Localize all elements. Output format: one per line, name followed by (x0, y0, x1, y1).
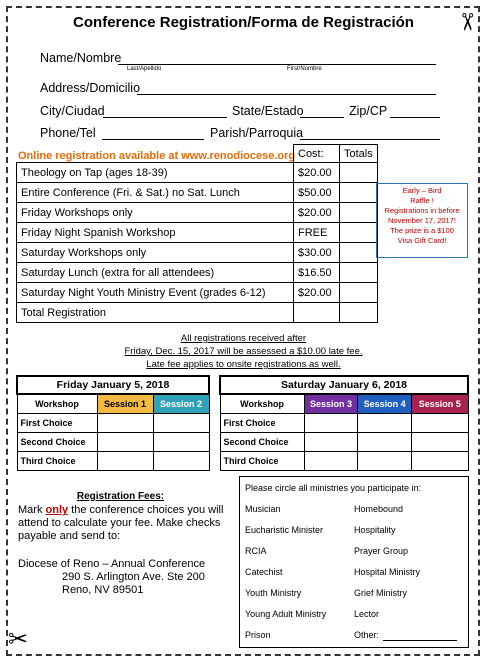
fees-header-blank (17, 145, 294, 163)
fee-name: Friday Night Spanish Workshop (17, 223, 294, 243)
choice-cell[interactable] (358, 451, 412, 470)
fee-total-cell[interactable] (340, 263, 378, 283)
fee-total-cell[interactable] (340, 223, 378, 243)
ministry-option[interactable]: Lector (354, 609, 380, 619)
ministry-option[interactable]: Grief Ministry (354, 588, 408, 598)
late-fee-notice: Friday, Dec. 15, 2017 will be assessed a $10.00 late fee. (124, 346, 363, 357)
fee-total-cell[interactable] (340, 183, 378, 203)
ministry-option[interactable]: Musician (245, 504, 281, 514)
payee-name: Diocese of Reno – Annual Conference (18, 558, 206, 570)
fee-cost: $50.00 (294, 183, 340, 203)
choice-label: Second Choice (17, 432, 97, 451)
choice-cell[interactable] (97, 432, 153, 451)
parish-field[interactable] (300, 139, 440, 140)
phone-label: Phone/Tel (40, 126, 96, 140)
fees-text-pre: Mark (18, 504, 46, 516)
fees-text-post: the conference choices you will attend to calculate your fee. Make checks payable and send to: (18, 504, 224, 542)
fee-name: Saturday Workshops only (17, 243, 294, 263)
table-row (17, 163, 378, 183)
fee-cost: FREE (294, 223, 340, 243)
cost-header: Cost: (294, 145, 340, 163)
choice-label: First Choice (220, 413, 304, 432)
phone-field[interactable] (102, 139, 204, 140)
raffle-line: Early – Bird (402, 186, 442, 195)
friday-session-table (16, 375, 210, 471)
state-field[interactable] (300, 117, 344, 118)
raffle-line: November 17, 2017! (388, 216, 456, 225)
fee-cost: $16.50 (294, 263, 340, 283)
registration-fees-heading: Registration Fees: (76, 491, 165, 502)
choice-cell[interactable] (153, 451, 209, 470)
totals-header: Totals (340, 145, 378, 163)
friday-header: Friday January 5, 2018 (17, 376, 209, 394)
table-row (17, 263, 378, 283)
payee-address-line: 290 S. Arlington Ave. Ste 200 (62, 571, 205, 583)
table-row (17, 303, 378, 323)
raffle-line: The prize is a $100 (390, 226, 454, 235)
fees-text-only: only (45, 504, 69, 516)
session-3-header: Session 3 (304, 394, 358, 413)
choice-cell[interactable] (97, 451, 153, 470)
fee-cost: $20.00 (294, 283, 340, 303)
session-2-header: Session 2 (153, 394, 209, 413)
online-registration-note: Online registration available at www.renodiocese.org (18, 150, 296, 162)
choice-cell[interactable] (412, 432, 469, 451)
form-title: Conference Registration/Forma de Registración (73, 14, 414, 31)
address-field[interactable] (137, 94, 436, 95)
raffle-line: Registrations in before (384, 206, 460, 215)
address-label: Address/Domicilio (40, 81, 141, 95)
workshop-header: Workshop (220, 394, 304, 413)
first-name-sublabel: First/Nombre (287, 66, 322, 72)
scissors-icon: ✂ (453, 11, 481, 33)
fee-cost: $30.00 (294, 243, 340, 263)
raffle-line: Visa Gift Card! (397, 236, 447, 245)
ministry-option[interactable]: Prison (245, 630, 271, 640)
ministries-box (239, 476, 469, 648)
ministry-option[interactable]: Prayer Group (354, 546, 409, 556)
name-field[interactable] (118, 64, 436, 65)
table-row (17, 203, 378, 223)
choice-cell[interactable] (304, 413, 358, 432)
ministry-option[interactable]: Hospital Ministry (354, 567, 421, 577)
workshop-header: Workshop (17, 394, 97, 413)
session-5-header: Session 5 (412, 394, 469, 413)
fee-name: Theology on Tap (ages 18-39) (17, 163, 294, 183)
fee-name: Friday Workshops only (17, 203, 294, 223)
ministry-option[interactable]: Eucharistic Minister (245, 525, 324, 535)
fee-name: Total Registration (17, 303, 294, 323)
scissors-icon: ✂ (8, 626, 29, 653)
choice-cell[interactable] (153, 432, 209, 451)
fee-cost: $20.00 (294, 163, 340, 183)
session-4-header: Session 4 (358, 394, 412, 413)
choice-label: Third Choice (220, 451, 304, 470)
fee-total-cell[interactable] (340, 243, 378, 263)
ministry-option[interactable]: Hospitality (354, 525, 396, 535)
fee-cost (294, 303, 340, 323)
choice-label: Second Choice (220, 432, 304, 451)
name-label: Name/Nombre (40, 51, 122, 65)
ministry-option[interactable]: Youth Ministry (245, 588, 302, 598)
saturday-header: Saturday January 6, 2018 (220, 376, 468, 394)
zip-label: Zip/CP (349, 104, 388, 118)
payee-address-line: Reno, NV 89501 (62, 584, 144, 596)
fee-total-cell[interactable] (340, 163, 378, 183)
fee-total-cell[interactable] (340, 203, 378, 223)
fee-name: Saturday Night Youth Ministry Event (grades 6-12) (17, 283, 294, 303)
other-ministry-field[interactable] (383, 640, 457, 641)
ministry-option[interactable]: Young Adult Ministry (245, 609, 327, 619)
city-label: City/Ciudad (40, 104, 105, 118)
session-1-header: Session 1 (97, 394, 153, 413)
fee-name: Saturday Lunch (extra for all attendees) (17, 263, 294, 283)
fee-total-cell[interactable] (340, 303, 378, 323)
fee-total-cell[interactable] (340, 283, 378, 303)
table-row (17, 223, 378, 243)
last-name-sublabel: Last/Apellido (127, 66, 162, 72)
fees-header-row (17, 145, 378, 163)
table-row (17, 243, 378, 263)
choice-cell[interactable] (358, 413, 412, 432)
early-bird-raffle-box (376, 183, 468, 258)
saturday-session-table (219, 375, 469, 471)
choice-label: First Choice (17, 413, 97, 432)
ministry-option[interactable]: Catechist (245, 567, 283, 577)
parish-label: Parish/Parroquia (210, 126, 304, 140)
registration-fees-text (18, 504, 228, 543)
zip-field[interactable] (390, 117, 440, 118)
late-fee-notice: All registrations received after (180, 333, 307, 344)
raffle-line: Raffle ! (410, 196, 434, 205)
state-label: State/Estado (232, 104, 304, 118)
ministries-heading: Please circle all ministries you participate in: (245, 483, 422, 493)
fee-name: Entire Conference (Fri. & Sat.) no Sat. Lunch (17, 183, 294, 203)
table-row (17, 183, 378, 203)
choice-cell[interactable] (412, 451, 469, 470)
choice-cell[interactable] (304, 451, 358, 470)
choice-cell[interactable] (97, 413, 153, 432)
table-row (17, 283, 378, 303)
ministry-option[interactable]: Homebound (354, 504, 404, 514)
choice-cell[interactable] (153, 413, 209, 432)
late-fee-notice: Late fee applies to onsite registrations as well. (146, 359, 341, 370)
fee-cost: $20.00 (294, 203, 340, 223)
ministry-option[interactable]: RCIA (245, 546, 267, 556)
city-field[interactable] (103, 117, 227, 118)
choice-cell[interactable] (304, 432, 358, 451)
choice-cell[interactable] (358, 432, 412, 451)
fees-table (16, 144, 378, 323)
choice-label: Third Choice (17, 451, 97, 470)
ministry-option[interactable]: Other: (354, 630, 380, 640)
choice-cell[interactable] (412, 413, 469, 432)
